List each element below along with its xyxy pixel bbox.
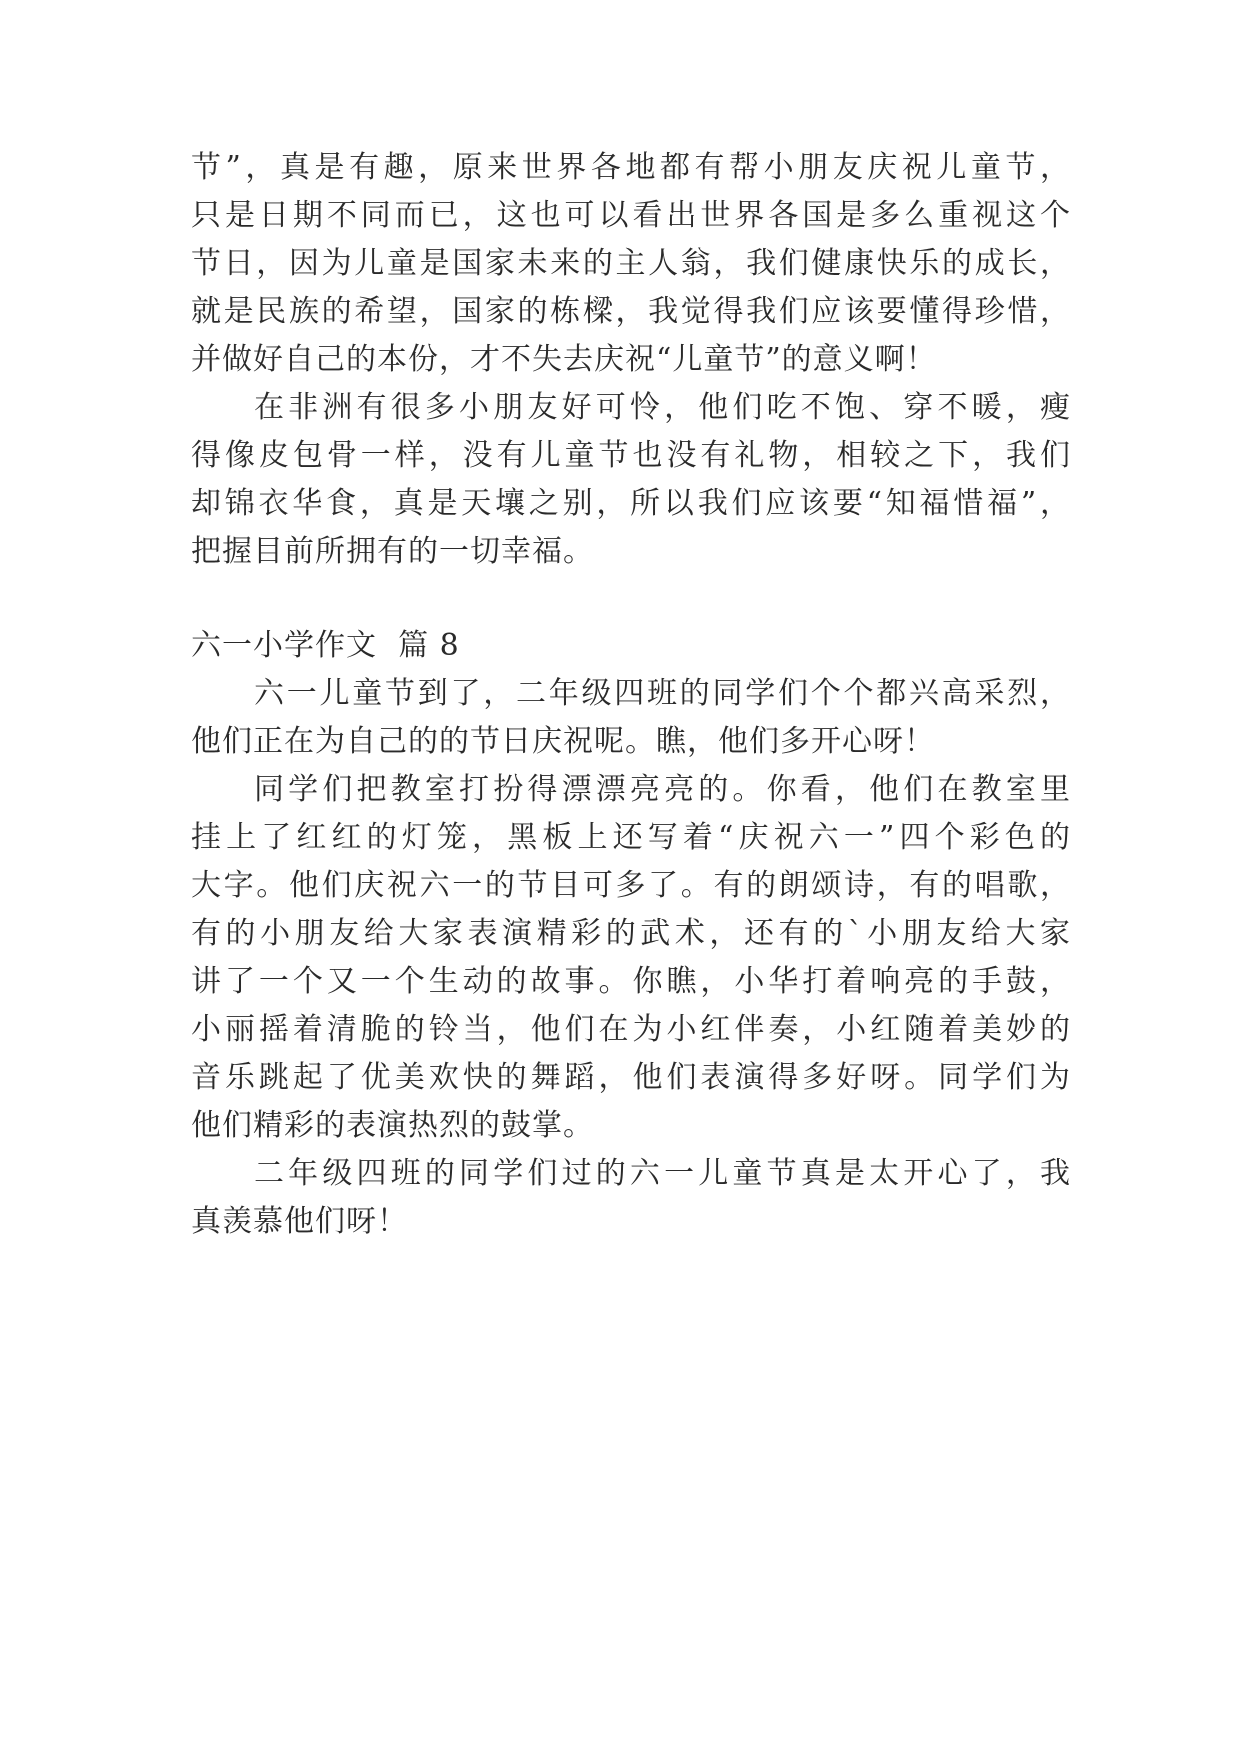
text-line: 在非洲有很多小朋友好可怜，他们吃不饱、穿不暖，瘦 — [254, 390, 1071, 425]
text-line: 讲了一个又一个生动的故事。你瞧，小华打着响亮的手鼓， — [191, 964, 1071, 999]
text-line: 有的小朋友给大家表演精彩的武术，还有的`小朋友给大家 — [191, 916, 1071, 951]
text-line: 大字。他们庆祝六一的节目可多了。有的朗颂诗，有的唱歌， — [191, 868, 1071, 903]
text-line: 二年级四班的同学们过的六一儿童节真是太开心了，我 — [254, 1156, 1071, 1191]
text-line: 并做好自己的本份，才不失去庆祝“儿童节”的意义啊！ — [191, 342, 937, 377]
text-line: 却锦衣华食，真是天壤之别，所以我们应该要“知福惜福”， — [191, 486, 1071, 521]
text-line: 得像皮包骨一样，没有儿童节也没有礼物，相较之下，我们 — [191, 438, 1071, 473]
text-line: 小丽摇着清脆的铃当，他们在为小红伴奏，小红随着美妙的 — [191, 1012, 1071, 1047]
text-line: 他们正在为自己的的节日庆祝呢。瞧，他们多开心呀！ — [191, 724, 935, 759]
text-line: 六一儿童节到了，二年级四班的同学们个个都兴高采烈， — [254, 676, 1071, 711]
text-line: 节日，因为儿童是国家未来的主人翁，我们健康快乐的成长， — [191, 246, 1071, 281]
text-line: 他们精彩的表演热烈的鼓掌。 — [191, 1108, 594, 1143]
text-line: 只是日期不同而已，这也可以看出世界各国是多么重视这个 — [191, 198, 1071, 233]
text-line: 节”，真是有趣，原来世界各地都有帮小朋友庆祝儿童节， — [191, 150, 1071, 185]
text-line: 同学们把教室打扮得漂漂亮亮的。你看，他们在教室里 — [254, 772, 1071, 807]
text-line: 挂上了红红的灯笼，黑板上还写着“庆祝六一”四个彩色的 — [191, 820, 1071, 855]
text-line: 就是民族的希望，国家的栋樑，我觉得我们应该要懂得珍惜， — [191, 294, 1071, 329]
text-line: 音乐跳起了优美欢快的舞蹈，他们表演得多好呀。同学们为 — [191, 1060, 1071, 1095]
section-heading: 六一小学作文 篇 8 — [191, 628, 460, 663]
text-line: 真羡慕他们呀！ — [191, 1204, 408, 1239]
text-line: 把握目前所拥有的一切幸福。 — [191, 534, 594, 569]
